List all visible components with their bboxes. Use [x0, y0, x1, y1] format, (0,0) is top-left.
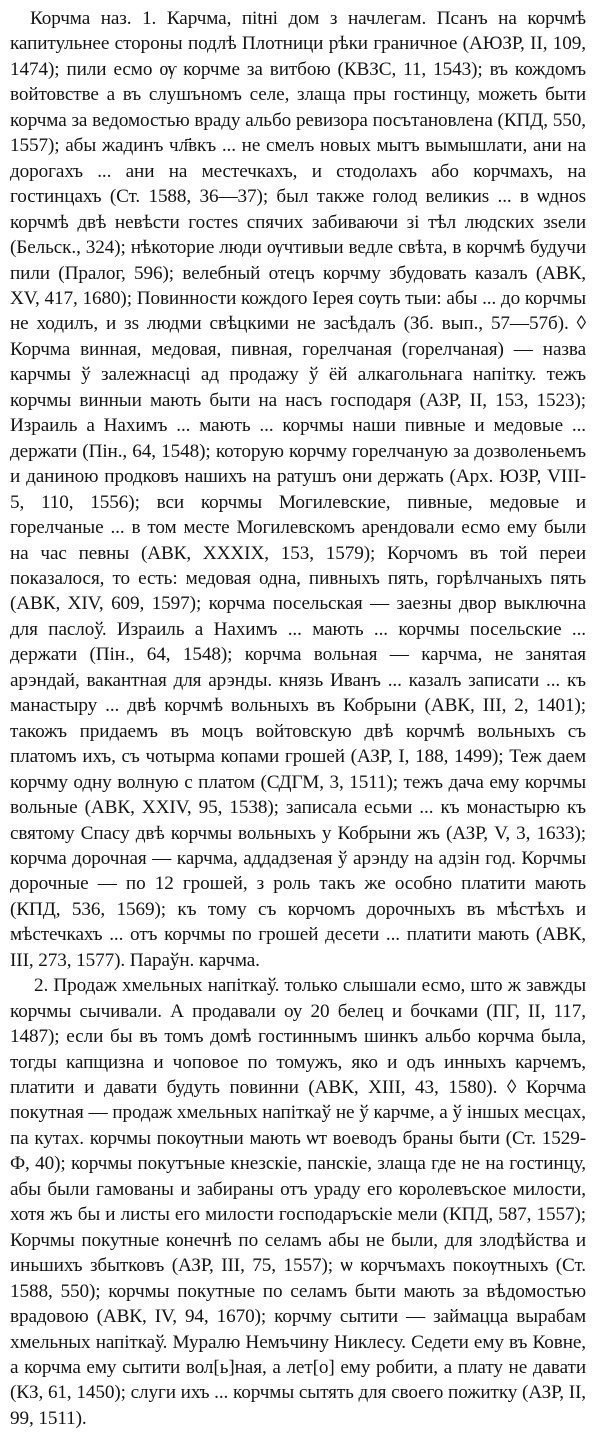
entry-sense-1: Корчма наз. 1. Карчма, піtні дом з начлегам. Псанъ на корчмѣ капитульнее стороны подлѣ Плотници рѣки граничное (АЮЗР, II, 109, 1474); пили есмо ѹ корчме за витбою (КВЗС, 11, 1543); въ кождомъ войтовстве а въ слушъномъ селе, злаща пры гостинцу, можеть быти корчма за ведомостью враду альбо ревизора посътановлена (КПД, 550, 1557); абы жадинъ чл҃вкъ ... не смелъ новых мытъ вымышлати, ани на дорогахъ ... ани на местечкахъ, и стодолахъ або корчмахъ, на гостинцахъ (Ст. 1588, 36—37); был также голод великиѕ ... в ѡдноѕ корчмѣ двѣ невѣсти гостеѕ спячих забиваючи зі тѣл людских зѕели (Бельск., 324); нѣкоторие люди ѹчтивыи ведле свѣта, в корчмѣ будучи пили (Пралог, 596); велебный отецъ корчму збудовать казалъ (АВК, XV, 417, 1680); Повинности кождого Іерея сѹть тыи: абы ... до корчмы не ходилъ, и зѕ людми свѣцкими не засѣдалъ (Зб. вып., 57—57б). ◊ Корчма винная, медовая, пивная, горелчаная (горелчаная) — назва карчмы ў залежнасці ад продажу ў ёй алкагольнага напітку. тежъ корчмы винныи мають быти на насъ господаря (АЗР, II, 153, 1523); Израиль а Нахимъ ... мають ... корчмы наши пивные и медовые ... держати (Пін., 64, 1548); которую корчму горелчаную за дозволеньемъ и даниною продковъ нашихъ на ратушъ они держать (Арх. ЮЗР, VIII-5, 110, 1556); вси корчмы Могилевские, пивные, медовые и горелчаные ... в том месте Могилевскомъ арендовали есмо ему были на час певны (АВК, XXXIX, 153, 1579); Корчомъ въ той переи показалося, то есть: медовая одна, пивныхъ пять, горѣлчаныхъ пять (АВК, XIV, 609, 1597); корчма посельская — заезны двор выключна для паслоў. Израиль а Нахимъ ... мають ... корчмы посельские ... держати (Пін., 64, 1548); корчма вольная — карчма, не занятая арэндай, вакантная для арэнды. князь Иванъ ... казалъ записати ... къ манастыру ... двѣ корчмѣ вольныхъ въ Кобрыни (АВК, III, 2, 1401); такожъ придаемъ въ моцъ войтовскую двѣ корчмѣ вольныхъ съ платомъ ихъ, съ чотырма копами грошей (АЗР, I, 188, 1499); Теж даем корчму одну волную с платом (СДГМ, 3, 1511); тежъ дача ему корчмы вольные (АВК, XXIV, 95, 1538); записала есьми ... къ монастырю къ святому Спасу двѣ корчмы вольныхъ у Кобрыни жъ (АЗР, V, 3, 1633); корчма дорочная — карчма, аддадзеная ў арэнду на адзін год. Корчмы дорочные — по 12 грошей, з роль такъ же особно платити мають (КПД, 536, 1569); къ тому съ корчомъ дорочныхъ въ мѣстѣхъ и мѣстечкахъ ... отъ корчмы по грошей десети ... платити мають (АВК, III, 273, 1577). Параўн. карчма.: [10, 8, 586, 971]
entry-sense-2: 2. Продаж хмельных напіткаў. только слышали есмо, што ж завжды корчмы сычивали. А продавали оу 20 белец и бочками (ПГ, II, 117, 1487); если бы въ томъ домѣ гостиннымъ шинкъ альбо корчма была, тогды капщизна и чоповое по томужъ, яко и одъ инныхъ карчемъ, платити и давати будуть повинни (АВК, XIII, 43, 1580). ◊ Корчма покутная — продаж хмельных напіткаў не ў карчме, а ў іншых месцах, па кутах. корчмы покѹтныи мають ѡт воеводъ браны быти (Ст. 1529-Ф, 40); корчмы покутъные кнезскіе, панскіе, злаща где не на гостинцу, абы были гамованы и забираны отъ ураду его королевъское милости, хотя жъ бы и листы его милости господаръскіе мели (КПД, 587, 1557); Корчмы покутные конечнѣ по селамъ абы не были, для злодѣйства и иньшихъ збытковъ (АЗР, III, 75, 1557); ѡ корчъмахъ покѹтныхъ (Ст. 1588, 550); корчмы покутные по селамъ быти мають за вѣдомостью врадовою (АВК, IV, 94, 1670); корчму сытити — займацца вырабам хмельных напіткаў. Муралю Немъчину Никлесу. Седети ему въ Ковне, а корчма ему сытити вол[ь]ная, а лет[о] ему робити, а плату не давати (КЗ, 61, 1450); слуги ихъ ... корчмы сытять для своего пожитку (АЗР, II, 99, 1511).: [10, 975, 586, 1429]
